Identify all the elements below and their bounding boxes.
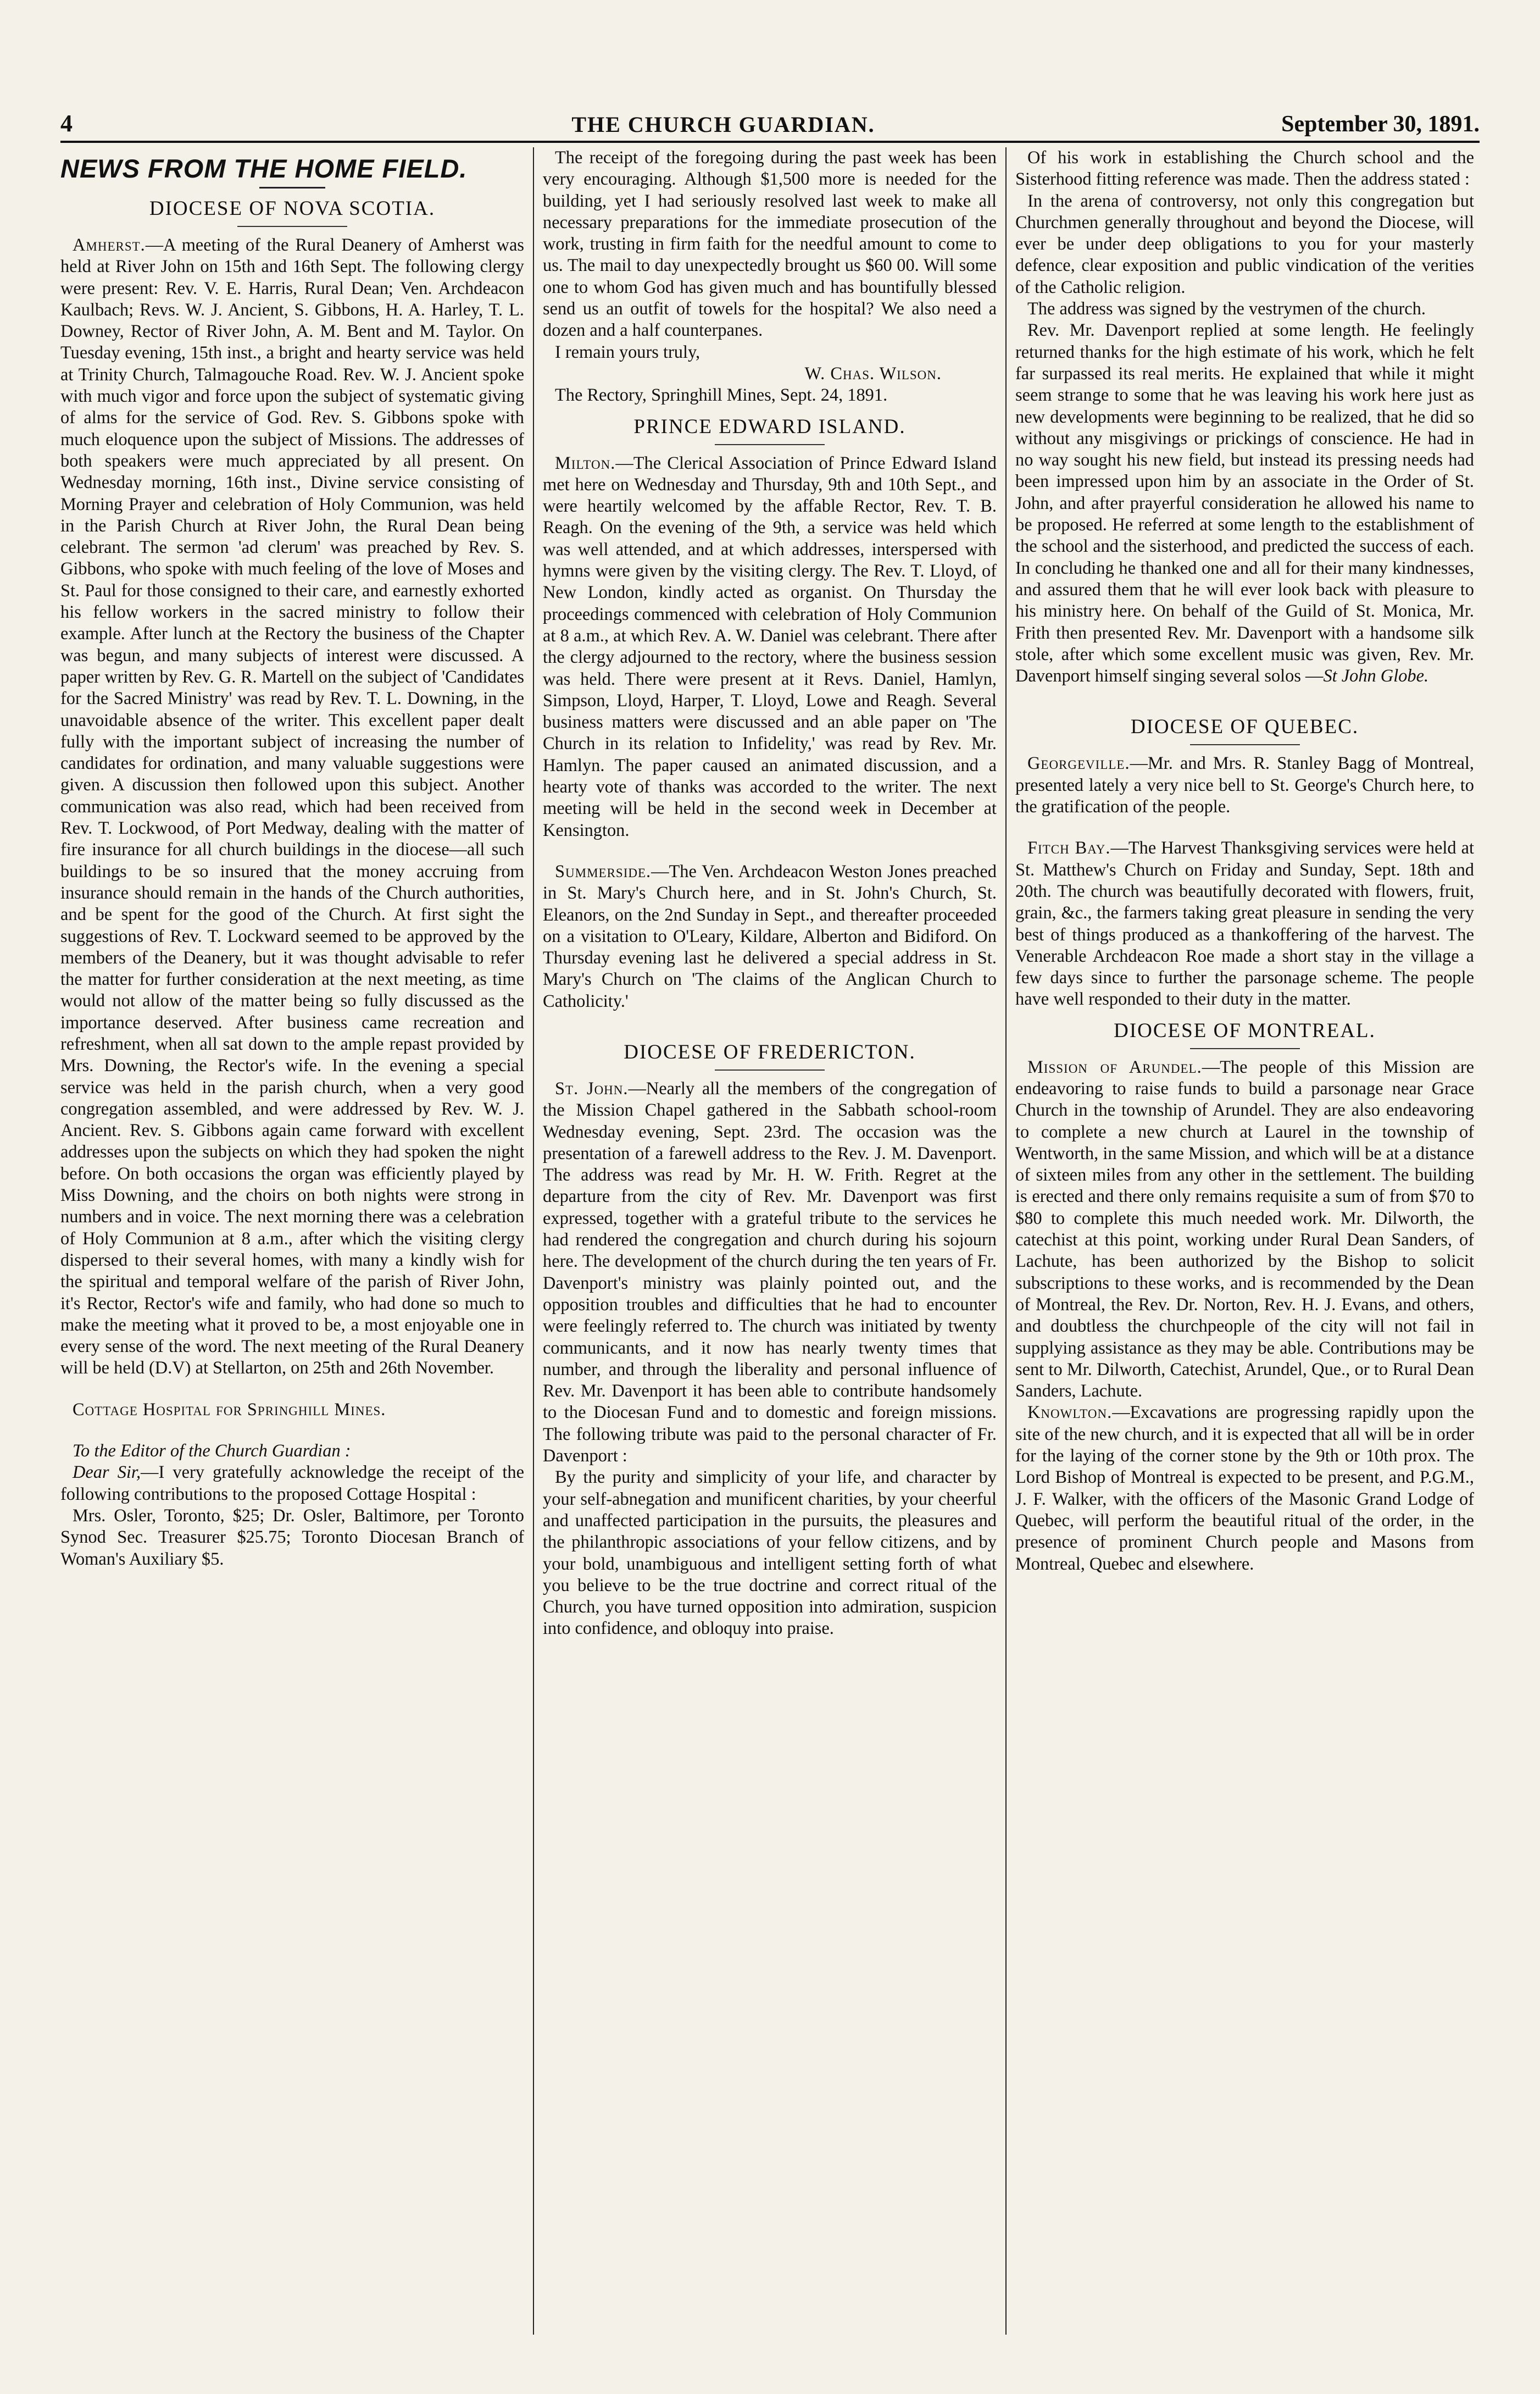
donation-list: Mrs. Osler, Toronto, $25; Dr. Osler, Baltimore, per Toronto Synod Sec. Treasurer $25.75; Toronto Diocesan Branch of Woman's Auxiliary $5. — [60, 1505, 524, 1569]
diocese-heading-montreal: DIOCESE OF MONTREAL. — [1114, 1019, 1376, 1042]
dateline-georgeville: Georgeville. — [1027, 753, 1130, 774]
article-arundel — [1015, 1057, 1474, 1403]
subheading: Cottage Hospital for Springhill Mines. — [73, 1399, 386, 1420]
article-body: —Mr. and Mrs. R. Stanley Bagg of Montreal, presented lately a very nice bell to St. George's Church here, to the gratification of the people. — [1015, 753, 1474, 817]
letter-opening — [60, 1462, 524, 1505]
diocese-heading-pei: PRINCE EDWARD ISLAND. — [633, 415, 906, 438]
article-body: —Nearly all the members of the congregation of the Mission Chapel gathered in the Sabbath school-room Wednesday evening, Sept. 23rd. The occasion was the presentation of a farewell address to the Rev. J. M. Davenport. The address was read by Mr. H. W. Frith. Regret at the departure from the city of Rev. Mr. Davenport was first expressed, together with a grateful tribute to the services he had rendered the congregation and church during his sojourn here. The development of the church during the ten years of Fr. Davenport's ministry was plainly pointed out, and the opposition troubles and difficulties that he had to encounter were feelingly referred to. The church was initiated by twenty communicants, and it now has nearly twenty times that number, and through the liberality and personal influence of Rev. Mr. Davenport it has been able to contribute handsomely to the Diocesan Fund and to domestic and foreign missions. The following tribute was paid to the personal character of Fr. Davenport : — [543, 1078, 997, 1466]
article-continued: Of his work in establishing the Church school and the Sisterhood fitting reference was made. Then the address stated : — [1015, 148, 1474, 190]
article-summerside — [543, 861, 997, 1012]
article-body: —The Clerical Association of Prince Edward Island met here on Wednesday and Thursday, 9th and 10th Sept., and were heartily welcomed by the affable Rector, Rev. T. B. Reagh. On the evening of the 9th, a service was held which was well attended, and at which addresses, interspersed with hymns were given by the visiting clergy. The Rev. T. Lloyd, of New London, kindly acted as organist. On Thursday the proceedings commenced with celebration of Holy Communion at 8 a.m., at which Rev. A. W. Daniel was celebrant. There after the clergy adjourned to the rectory, where the business session was held. There were present at it Revs. Daniel, Hamlyn, Simpson, Lloyd, Harper, T. Lloyd, Lowe and Reagh. Several business matters were discussed and an able paper on 'The Church in its relation to Infidelity,' was read by Rev. Mr. Hamlyn. The paper caused an animated discussion, and a hearty vote of thanks was accorded to the writer. The next meeting will be held in the second week in December at Kensington. — [543, 453, 997, 840]
article-body: —Excavations are progressing rapidly upon the site of the new church, and it is expected that all will be in order for the laying of the corner stone by the 9th or 10th prox. The Lord Bishop of Montreal is expected to be present, and P.G.M., J. F. Walker, with the officers of the Masonic Grand Lodge of Quebec, will perform the beautiful ritual of the order, in the presence of prominent Church people and Masons from Montreal, Quebec and elsewhere. — [1015, 1403, 1474, 1574]
article-georgeville — [1015, 753, 1474, 818]
heading-rule — [259, 187, 325, 189]
diocese-heading-fredericton: DIOCESE OF FREDERICTON. — [624, 1040, 916, 1063]
issue-date: September 30, 1891. — [1281, 112, 1480, 137]
article-columns — [60, 147, 1474, 2335]
article-paragraph — [1015, 320, 1474, 687]
column-3 — [1005, 147, 1474, 2335]
article-body: —The Ven. Archdeacon Weston Jones preached in St. Mary's Church here, and in St. John's Church, St. Eleanors, on the 2nd Sunday in Sept., and thereafter proceeded on a visitation to O'Leary, Kildare, Alberton and Bidiford. On Thursday evening last he delivered a special address in St. Mary's Church on 'The claims of the Anglican Church to Catholicity.' — [543, 861, 997, 1011]
tribute-quote: By the purity and simplicity of your life, and character by your self-abnegation and munificent charities, by your cheerful and unaffected participation in the pursuits, the pleasures and the philanthropic associations of your fellow citizens, and by your bold, unambiguous and intelligent setting forth of what you believe to be the true doctrine and correct ritual of the Church, you have turned opposition into admiration, suspicion into confidence, and obloquy into praise. — [543, 1467, 997, 1639]
article-body: —The Harvest Thanksgiving services were held at St. Matthew's Church on Friday and Sunday, Sept. 18th and 20th. The church was beautifully decorated with flowers, fruit, grain, &c., the farmers taking great pleasure in sending the very best of things produced as a thankoffering of the harvest. The Venerable Archdeacon Roe made a short stay in the village a few days since to further the parsonage scheme. The people have well responded to their duty in the matter. — [1015, 838, 1474, 1010]
article-amherst — [60, 235, 524, 1379]
newspaper-title: THE CHURCH GUARDIAN. — [571, 112, 875, 137]
article-body: —A meeting of the Rural Deanery of Amherst was held at River John on 15th and 16th Sept. The following clergy were present: Rev. V. E. Harris, Rural Dean; Ven. Archdeacon Kaulbach; Revs. W. J. Ancient, S. Gibbons, H. A. Harley, T. L. Downey, Rector of River John, A. M. Bent and M. Taylor. On Tuesday evening, 15th inst., a bright and hearty service was held at Trinity Church, Talmagouche Road. Rev. W. J. Ancient spoke with much vigor and force upon the subject of systematic giving of alms for the service of God. Rev. S. Gibbons spoke with much eloquence upon the subject of Missions. The addresses of both speakers were much appreciated by all present. On Wednesday morning, 16th inst., Divine service consisting of Morning Prayer and celebration of Holy Communion, was held in the Parish Church at River John, the Rural Dean being celebrant. The sermon 'ad clerum' was preached by Rev. S. Gibbons, who spoke with much feeling of the love of Moses and St. Paul for those consigned to their care, and earnestly exhorted his fellow workers in the sacred ministry to follow their example. After lunch at the Rectory the business of the Chapter was begun, and many subjects of interest were discussed. A paper written by Rev. G. R. Martell on the subject of 'Candidates for the Sacred Ministry' was read by Rev. T. L. Downing, in the unavoidable absence of the writer. This excellent paper dealt fully with the important subject of increasing the number of candidates for ordination, and many valuable suggestions were given. A discussion then followed upon this subject. Another communication was also read, which had been received from Rev. T. Lockwood, of Port Medway, dealing with the matter of fire insurance for all church buildings in the diocese—all such buildings to be so insured that the money accruing from insurance should remain in the hands of the Church authorities, and be spent for the good of the Church. At first sight the suggestions of Rev. T. Lockward seemed to be approved by the members of the Deanery, but it was thought advisable to refer the matter for further consideration at the next meeting, as time would not allow of the matter being so fully discussed as the importance deserved. After business came recreation and refreshment, when all sat down to the ample repast provided by Mrs. Downing, the Rector's wife. In the evening a special service was held in the parish church, when a very good congregation assembled, and were addressed by Rev. W. J. Ancient. Rev. S. Gibbons again came forward with excellent addresses upon the subjects on which they had spoken the night before. On both occasions the organ was efficiently played by Miss Downing, and the choirs on both nights were strong in numbers and in voice. The next morning there was a celebration of Holy Communion at 8 a.m., after which the visiting clergy dispersed to their several homes, with many a kindly wish for the spiritual and temporal welfare of the parish of River John, it's Rector, Rector's wife and family, who had done so much to make the meeting what it proved to be, a most enjoyable one in every sense of the word. The next meeting of the Rural Deanery will be held (D.V) at Stellarton, on 25th and 26th November. — [60, 235, 524, 1378]
dateline-amherst: Amherst. — [73, 235, 146, 255]
divider — [715, 1069, 825, 1071]
dateline-st-john: St. John. — [555, 1078, 629, 1099]
letter-closing: I remain yours truly, — [555, 342, 700, 362]
divider — [1190, 744, 1300, 745]
spacer — [1015, 818, 1474, 838]
address-quote: In the arena of controversy, not only this congregation but Churchmen generally throughout and beyond the Diocese, will ever be under deep obligations to you for your masterly defence, clear exposition and public vindication of the verities of the Catholic religion. — [1015, 191, 1474, 297]
source-credit: St John Globe. — [1323, 666, 1429, 686]
dateline-arundel: Mission of Arundel. — [1027, 1057, 1202, 1077]
dateline-knowlton: Knowlton. — [1027, 1403, 1113, 1423]
letter-place-date: The Rectory, Springhill Mines, Sept. 24, 1891. — [555, 385, 888, 406]
letter-signature: W. Chas. Wilson. — [804, 363, 942, 384]
article-fitch-bay — [1015, 838, 1474, 1010]
divider — [237, 226, 347, 227]
letter-body: —I very gratefully acknowledge the receipt of the following contributions to the proposed Cottage Hospital : — [60, 1462, 524, 1504]
editor-salutation: To the Editor of the Church Guardian : — [73, 1441, 351, 1461]
article-knowlton — [1015, 1402, 1474, 1575]
section-heading: NEWS FROM THE HOME FIELD. — [60, 154, 468, 183]
article-body: Rev. Mr. Davenport replied at some length. He feelingly returned thanks for the high estimate of his work, which he felt far surpassed its real merits. He explained that while it might seem strange to some that he was leaving his work here just as new developments were beginning to be realized, that he did so without any misgivings or prickings of conscience. He had in no way sought his new field, but instead its pressing needs had been impressed upon him by an associate in the Order of St. John, and after prayerful consideration he allowed his name to be proposed. He referred at some length to the establishment of the school and the sisterhood, and predicted the success of each. In concluding he thanked one and all for their many kindnesses, and assured them that he will ever look back with pleasure to his ministry here. On behalf of the Guild of St. Monica, Mr. Frith then presented Rev. Mr. Davenport with a handsome silk stole, after which some excellent music was given, Rev. Mr. Davenport himself singing several solos — — [1015, 320, 1474, 686]
column-1 — [60, 147, 533, 2335]
dateline-summerside: Summerside. — [555, 861, 652, 882]
masthead — [60, 104, 1480, 137]
spacer — [543, 1012, 997, 1032]
divider — [715, 444, 825, 445]
spacer — [1015, 687, 1474, 707]
diocese-heading-quebec: DIOCESE OF QUEBEC. — [1130, 716, 1359, 739]
letter-continued: The receipt of the foregoing during the past week has been very encouraging. Although $1,500 more is needed for the building, yet I had seriously resolved last week to make all necessary preparations for the immediate prosecution of the work, trusting in firm faith for the needful amount to come to us. The mail to day unexpectedly brought us $60 00. Will some one to whom God has given much and has bountifully blessed send us an outfit of towels for the hospital? We also need a dozen and a half counterpanes. — [543, 148, 997, 341]
article-milton — [543, 453, 997, 841]
diocese-heading-nova-scotia: DIOCESE OF NOVA SCOTIA. — [149, 197, 436, 220]
divider — [1190, 1048, 1300, 1049]
dateline-milton: Milton. — [555, 453, 616, 473]
masthead-rule — [60, 141, 1480, 143]
article-body: —The people of this Mission are endeavoring to raise funds to build a parsonage near Grace Church in the township of Arundel. They are also endeavoring to complete a new church at Laurel in the township of Wentworth, in the same Mission, and which will be at a distance of sixteen miles from any other in the settlement. The building is erected and there only remains requisite a sum of from $70 to $80 to complete this much needed work. Mr. Dilworth, the catechist at this point, working under Rural Dean Sanders, of Lachute, has been authorized by the Bishop to solicit subscriptions to these works, and is recommended by the Dean of Montreal, the Rev. Dr. Norton, Rev. H. J. Evans, and others, and doubtless the churchpeople of the city will not fail in supplying assistance as they may be able. Contributions may be sent to Mr. Dilworth, Catechist, Arundel, Que., or to Rural Dean Sanders, Lachute. — [1015, 1057, 1474, 1401]
article-st-john — [543, 1078, 997, 1467]
dateline-fitch-bay: Fitch Bay. — [1027, 838, 1111, 858]
dear-sir: Dear Sir, — [73, 1462, 141, 1483]
page-number: 4 — [60, 110, 73, 137]
article-paragraph: The address was signed by the vestrymen of the church. — [1027, 299, 1426, 319]
cottage-hospital-heading — [60, 1399, 524, 1421]
spacer — [60, 1379, 524, 1399]
column-2 — [533, 147, 1005, 2335]
spacer — [60, 1421, 524, 1440]
spacer — [543, 841, 997, 861]
